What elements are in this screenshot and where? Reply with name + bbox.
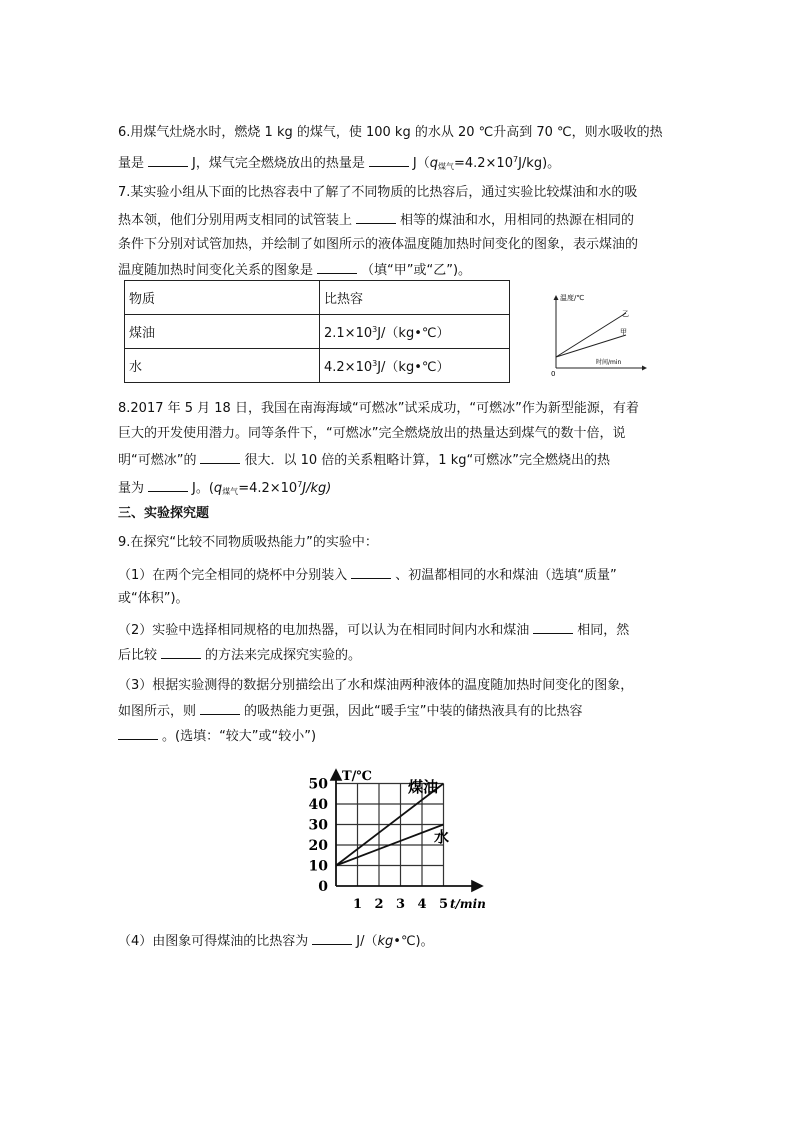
small-chart-series-line (556, 313, 626, 357)
q6-blank-2[interactable] (369, 154, 409, 167)
q9-blank-1[interactable] (351, 566, 391, 579)
section-title: 三、实验探究题 (118, 506, 210, 521)
q9-p4: （4）由图象可得煤油的比热容为 J/（kg•℃)。 (118, 934, 434, 949)
table-cell-name: 水 (125, 349, 320, 383)
q9-p1-line2: 或“体积”)。 (118, 591, 189, 606)
table-row (125, 349, 510, 383)
q8-line4: 量为 J。$(q_{煤气}=4.2\times 10^7J/kg)$ (118, 480, 332, 496)
q9-blank-6[interactable] (312, 932, 352, 945)
table-cell-value: $4.2\times 10^3J/(kg•℃)$ (320, 349, 510, 383)
table-header-row (125, 281, 510, 315)
small-temperature-chart (546, 288, 666, 378)
q8-blank-1[interactable] (200, 451, 240, 464)
q7-line2: 热本领，他们分别用两支相同的试管装上 相等的煤油和水，用相同的热源在相同的 (118, 213, 635, 228)
q8-line1: 8.2017 年 5 月 18 日，我国在南海海域“可燃冰”试采成功，“可燃冰”作为新型能源，有着 (118, 401, 639, 416)
q7-blank-1[interactable] (356, 211, 396, 224)
table-header-heat: 比热容 (320, 281, 510, 315)
large-chart-x-tick: 5 (438, 897, 449, 912)
large-chart-y-tick: 30 (308, 817, 328, 834)
specific-heat-table (124, 280, 510, 383)
table-header-substance: 物质 (125, 281, 320, 315)
q9-blank-5[interactable] (118, 727, 158, 740)
large-chart-label-oil: 煤油 (408, 778, 439, 796)
large-chart-x-tick: 2 (374, 897, 384, 912)
q9-blank-3[interactable] (161, 646, 201, 659)
large-chart-y-label: T/℃ (342, 769, 372, 784)
table-row (125, 315, 510, 349)
small-chart-y-label: 温度/℃ (560, 294, 585, 302)
large-chart-y-tick: 40 (308, 797, 328, 813)
q6-line1: 6.用煤气灶烧水时，燃烧 1 kg 的煤气，使 100 kg 的水从 20 ℃升高到 70 ℃，则水吸收的热 (118, 125, 663, 140)
small-chart-label-jia: 甲 (620, 328, 627, 336)
large-chart-x-tick: 3 (395, 897, 406, 912)
small-chart-x-label: 时间/min (596, 359, 622, 366)
q7-line3: 条件下分别对试管加热，并绘制了如图所示的液体温度随加热时间变化的图象，表示煤油的 (118, 237, 639, 252)
q9-p2-line2: 后比较 的方法来完成探究实验的。 (118, 648, 362, 663)
q7-line4: 温度随加热时间变化关系的图象是 （填“甲”或“乙”)。 (118, 263, 472, 278)
q8-line2: 巨大的开发使用潜力。同等条件下，“可燃冰”完全燃烧放出的热量达到煤气的数十倍，说 (118, 426, 626, 441)
large-chart-label-water: 水 (434, 828, 450, 846)
small-chart-label-yi: 乙 (622, 310, 629, 318)
large-temperature-chart (292, 762, 504, 914)
q9-blank-4[interactable] (200, 702, 240, 715)
q7-blank-2[interactable] (317, 261, 357, 274)
q9-p1-line1: （1）在两个完全相同的烧杯中分别装入 、初温都相同的水和煤油（选填“质量” (118, 568, 617, 583)
large-chart-y-tick: 10 (308, 858, 328, 875)
q9-p3-line3: 。(选填：“较大”或“较小”) (118, 727, 316, 746)
large-chart-x-tick: 4 (417, 897, 427, 912)
q6-line2: 量是 J，煤气完全燃烧放出的热量是 $J(q_{煤气}=4.2\times 10^7J/kg)$。 (118, 155, 561, 171)
q9-p2-line1: （2）实验中选择相同规格的电加热器，可以认为在相同时间内水和煤油 相同，然 (118, 623, 630, 638)
q8-line3: 明“可燃冰”的 很大．以 10 倍的关系粗略计算，1 kg“可燃冰”完全燃烧出的热 (118, 453, 610, 468)
large-chart-x-tick: 1 (352, 897, 363, 912)
small-chart-series-line (556, 335, 626, 357)
large-chart-y-tick: 50 (308, 776, 328, 793)
q8-blank-2[interactable] (148, 479, 188, 492)
q9-intro: 9.在探究“比较不同物质吸热能力”的实验中： (118, 535, 378, 550)
large-chart-x-label: t/min (450, 897, 486, 911)
q6-blank-1[interactable] (148, 154, 188, 167)
q9-blank-2[interactable] (533, 621, 573, 634)
q9-p3-line2: 如图所示，则 的吸热能力更强，因此“暖手宝”中装的储热液具有的比热容 (118, 704, 583, 719)
q9-p3-line1: （3）根据实验测得的数据分别描绘出了水和煤油两种液体的温度随加热时间变化的图象， (118, 678, 634, 693)
q7-line1: 7.某实验小组从下面的比热容表中了解了不同物质的比热容后，通过实验比较煤油和水的吸 (118, 185, 638, 200)
small-chart-origin: 0 (551, 370, 556, 378)
table-cell-name: 煤油 (125, 315, 320, 349)
large-chart-y-tick: 0 (318, 879, 328, 895)
large-chart-y-tick: 20 (308, 838, 328, 854)
table-cell-value: $2.1\times 10^3J/(kg•℃)$ (320, 315, 510, 349)
